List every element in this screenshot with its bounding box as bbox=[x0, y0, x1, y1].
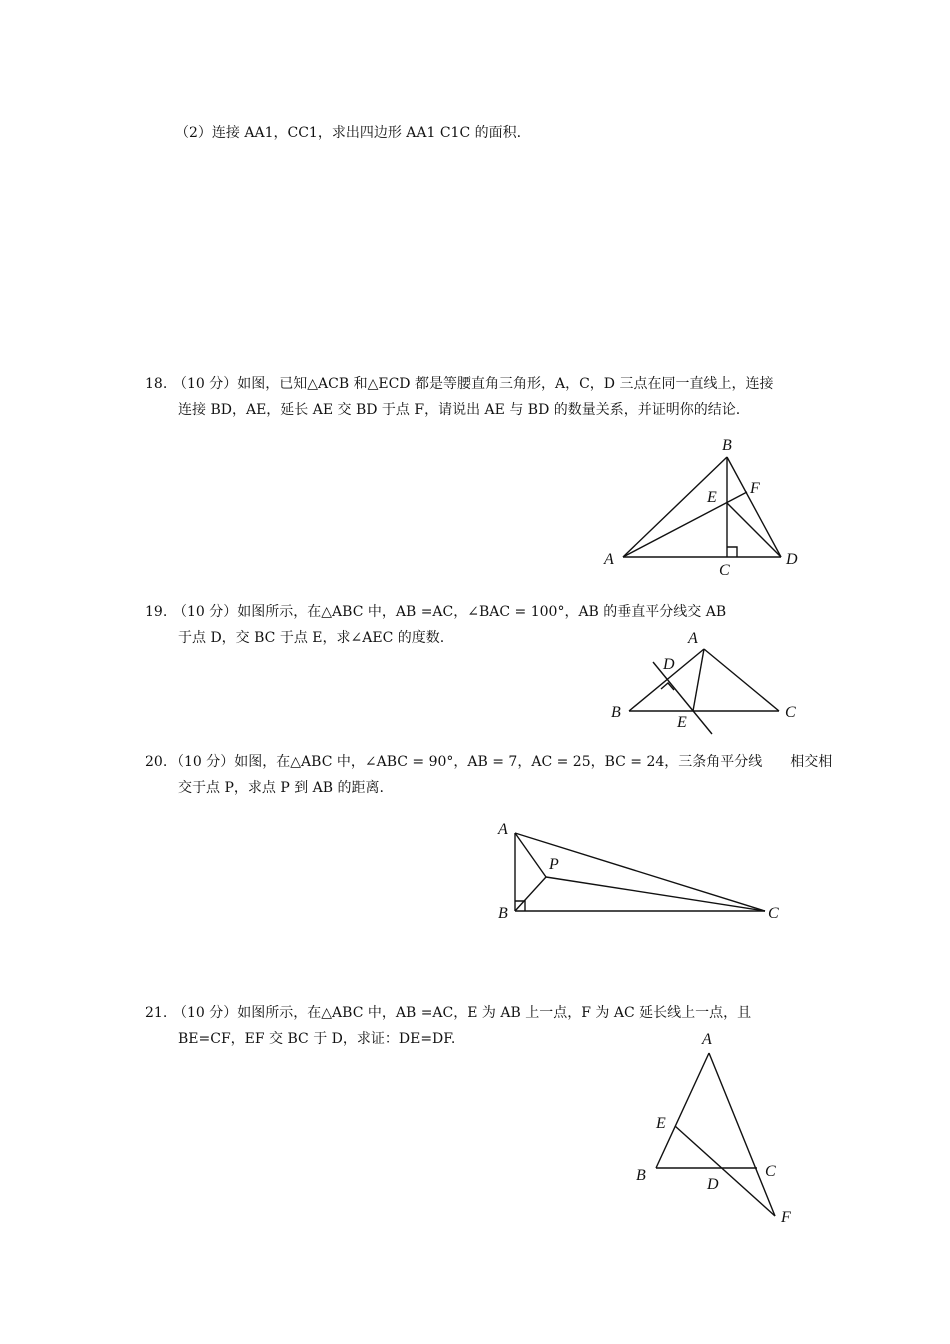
segment-AB bbox=[623, 457, 727, 557]
label-E: E bbox=[656, 1115, 666, 1132]
segment-AB bbox=[656, 1053, 709, 1168]
q18-number: 18. bbox=[145, 376, 168, 392]
q20-line2: 交于点 P，求点 P 到 AB 的距离. bbox=[178, 780, 384, 796]
segment-BD bbox=[727, 457, 781, 557]
q18-line1: （10 分）如图，已知△ACB 和△ECD 都是等腰直角三角形，A，C，D 三点在同一直线上，连接 bbox=[173, 376, 774, 392]
segment-AE bbox=[693, 649, 704, 711]
label-B: B bbox=[498, 905, 508, 922]
label-F: F bbox=[781, 1209, 791, 1226]
label-C: C bbox=[768, 905, 779, 922]
figure-q19 bbox=[611, 630, 796, 734]
right-angle-mark-C bbox=[727, 547, 737, 557]
q19-number: 19. bbox=[145, 604, 168, 620]
q19-line1: （10 分）如图所示，在△ABC 中，AB =AC，∠BAC = 100°，AB 的垂直平分线交 AB bbox=[173, 604, 727, 620]
label-A: A bbox=[702, 1031, 712, 1048]
label-A: A bbox=[688, 630, 698, 647]
q21-line1: （10 分）如图所示，在△ABC 中，AB =AC，E 为 AB 上一点，F 为 AC 延长线上一点，且 bbox=[173, 1005, 752, 1021]
q17-part2-text: （2）连接 AA1，CC1，求出四边形 AA1 C1C 的面积. bbox=[175, 125, 522, 141]
segment-EF bbox=[675, 1126, 775, 1216]
label-A: A bbox=[498, 821, 508, 838]
label-D: D bbox=[707, 1176, 719, 1193]
q20-number: 20. bbox=[145, 754, 168, 770]
label-A: A bbox=[604, 551, 614, 568]
label-B: B bbox=[611, 704, 621, 721]
right-angle-mark-D bbox=[661, 683, 674, 690]
label-B: B bbox=[636, 1167, 646, 1184]
label-D: D bbox=[786, 551, 798, 568]
segment-BP bbox=[515, 877, 546, 911]
label-C: C bbox=[765, 1163, 776, 1180]
label-C: C bbox=[785, 704, 796, 721]
label-E: E bbox=[677, 714, 687, 731]
q18-line2: 连接 BD，AE，延长 AE 交 BD 于点 F，请说出 AE 与 BD 的数量关系，并证明你的结论. bbox=[178, 402, 741, 418]
label-D: D bbox=[663, 656, 675, 673]
segment-ED bbox=[727, 503, 781, 557]
label-E: E bbox=[707, 489, 717, 506]
figure-q20 bbox=[497, 821, 779, 922]
q21-number: 21. bbox=[145, 1005, 168, 1021]
q21-line2: BE=CF，EF 交 BC 于 D，求证：DE=DF. bbox=[178, 1031, 456, 1047]
q20-line1: （10 分）如图，在△ABC 中，∠ABC = 90°，AB = 7，AC = 25，BC = 24，三条角平分线 相交相 bbox=[170, 754, 833, 770]
figure-q21 bbox=[636, 1031, 791, 1226]
segment-CP bbox=[546, 877, 765, 911]
segment-AP bbox=[515, 833, 546, 877]
figure-q18 bbox=[603, 437, 798, 579]
label-B: B bbox=[722, 437, 732, 454]
q19-line2: 于点 D，交 BC 于点 E，求∠AEC 的度数. bbox=[178, 630, 445, 646]
segment-AF bbox=[709, 1053, 775, 1216]
segment-AC bbox=[704, 649, 779, 711]
label-C: C bbox=[719, 562, 730, 579]
label-P: P bbox=[549, 856, 559, 873]
label-F: F bbox=[750, 480, 760, 497]
